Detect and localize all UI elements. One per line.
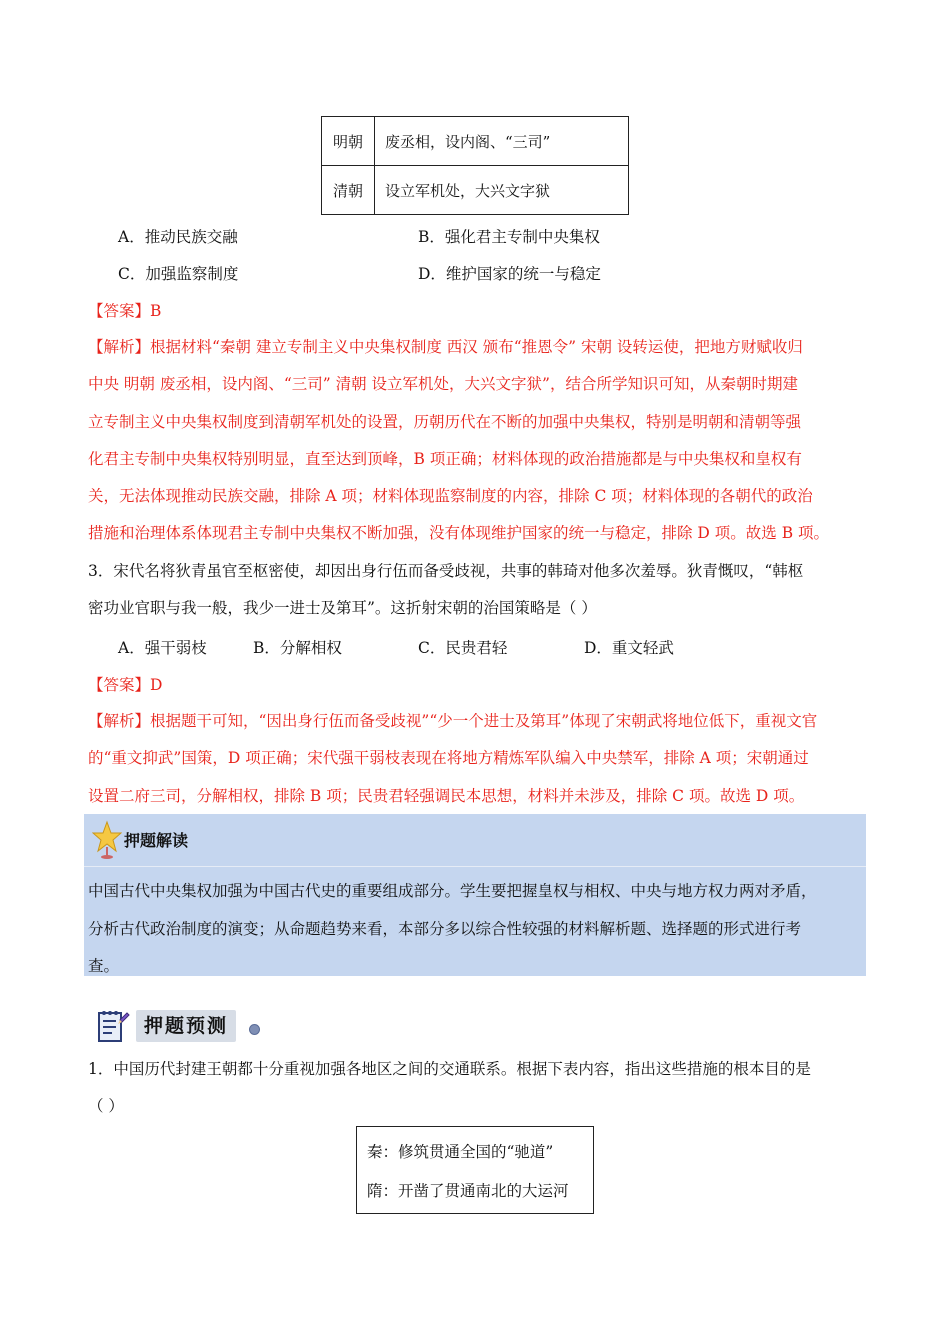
question-3-stem [88, 553, 878, 628]
insight-box [84, 814, 866, 976]
measure-line: 秦：修筑贯通全国的“驰道” [367, 1143, 554, 1161]
notepad-pencil-icon [96, 1008, 130, 1044]
dynasty-cell: 清朝 [322, 166, 375, 215]
prediction-header [96, 1004, 276, 1050]
measure-line: 隋：开凿了贯通南北的大运河 [367, 1182, 569, 1200]
answer-label: 【答案】B [88, 302, 162, 320]
star-icon [92, 820, 122, 860]
measure-cell: 设立军机处，大兴文字狱 [375, 166, 629, 215]
stem-line: 密功业官职与我一般，我少一进士及第耳”。这折射宋朝的治国策略是（ ） [88, 599, 597, 618]
answer-label: 【答案】D [88, 676, 163, 694]
option-a: A．强干弱枝 [118, 639, 207, 657]
stem-line: 3．宋代名将狄青虽官至枢密使，却因出身行伍而备受歧视，共事的韩琦对他多次羞辱。狄青慨叹，“韩枢 [88, 562, 804, 580]
analysis-line: 立专制主义中央集权制度到清朝军机处的设置，历朝历代在不断的加强中央集权，特别是明朝和清朝等强 [88, 412, 802, 431]
analysis-line: 设置二府三司，分解相权，排除 B 项；民贵君轻强调民本思想，材料并未涉及，排除 C 项。故选 D 项。 [88, 786, 805, 805]
insight-divider [84, 866, 866, 867]
dynasty-cell: 明朝 [322, 117, 375, 166]
analysis-line: 措施和治理体系体现君主专制中央集权不断加强，没有体现维护国家的统一与稳定，排除 D 项。故选 B 项。 [88, 524, 830, 543]
insight-line: 分析古代政治制度的演变；从命题趋势来看，本部分多以综合性较强的材料解析题、选择题的形式进行考 [88, 919, 802, 938]
option-c: C．加强监察制度 [118, 265, 239, 283]
measure-cell: 废丞相，设内阁、“三司” [375, 117, 629, 166]
bullet-dot-icon [249, 1024, 260, 1035]
insight-title: 押题解读 [124, 831, 189, 850]
analysis-line: 中央 明朝 废丞相，设内阁、“三司” 清朝 设立军机处，大兴文字狱”，结合所学知识可知，从秦朝时期建 [88, 375, 798, 394]
analysis-text [88, 703, 878, 815]
table-row [322, 117, 629, 166]
analysis-text [88, 329, 878, 553]
option-b: B．分解相权 [253, 639, 342, 657]
insight-line: 查。 [88, 957, 120, 975]
stem-line: （ ） [88, 1097, 124, 1116]
prediction-question-1-stem [88, 1051, 878, 1126]
analysis-line: 【解析】根据材料“秦朝 建立专制主义中央集权制度 西汉 颁布“推恩令” 宋朝 设转运使，把地方财赋收归 [88, 338, 803, 356]
analysis-line: 化君主专制中央集权特别明显，直至达到顶峰，B 项正确；材料体现的政治措施都是与中央集权和皇权有 [88, 449, 802, 468]
option-d: D．重文轻武 [584, 639, 674, 657]
insight-header [84, 814, 866, 864]
prediction-title: 押题预测 [136, 1010, 236, 1042]
insight-line: 中国古代中央集权加强为中国古代史的重要组成部分。学生要把握皇权与相权、中央与地方权力两对矛盾， [88, 882, 817, 900]
transport-measures-box [356, 1126, 594, 1214]
option-b: B．强化君主专制中央集权 [418, 228, 600, 246]
option-d: D．维护国家的统一与稳定 [418, 265, 601, 283]
dynasty-table [321, 116, 629, 215]
insight-body [88, 873, 870, 986]
analysis-line: 的“重文抑武”国策，D 项正确；宋代强干弱枝表现在将地方精炼军队编入中央禁军，排除 A 项；宋朝通过 [88, 749, 809, 768]
analysis-line: 关，无法体现推动民族交融，排除 A 项；材料体现监察制度的内容，排除 C 项；材料体现的各朝代的政治 [88, 487, 813, 506]
analysis-line: 【解析】根据题干可知，“因出身行伍而备受歧视”“少一个进士及第耳”体现了宋朝武将地位低下，重视文官 [88, 712, 818, 730]
option-a: A．推动民族交融 [118, 228, 238, 246]
table-row [322, 166, 629, 215]
stem-line: 1．中国历代封建王朝都十分重视加强各地区之间的交通联系。根据下表内容，指出这些措施的根本目的是 [88, 1060, 811, 1078]
option-c: C．民贵君轻 [418, 639, 508, 657]
